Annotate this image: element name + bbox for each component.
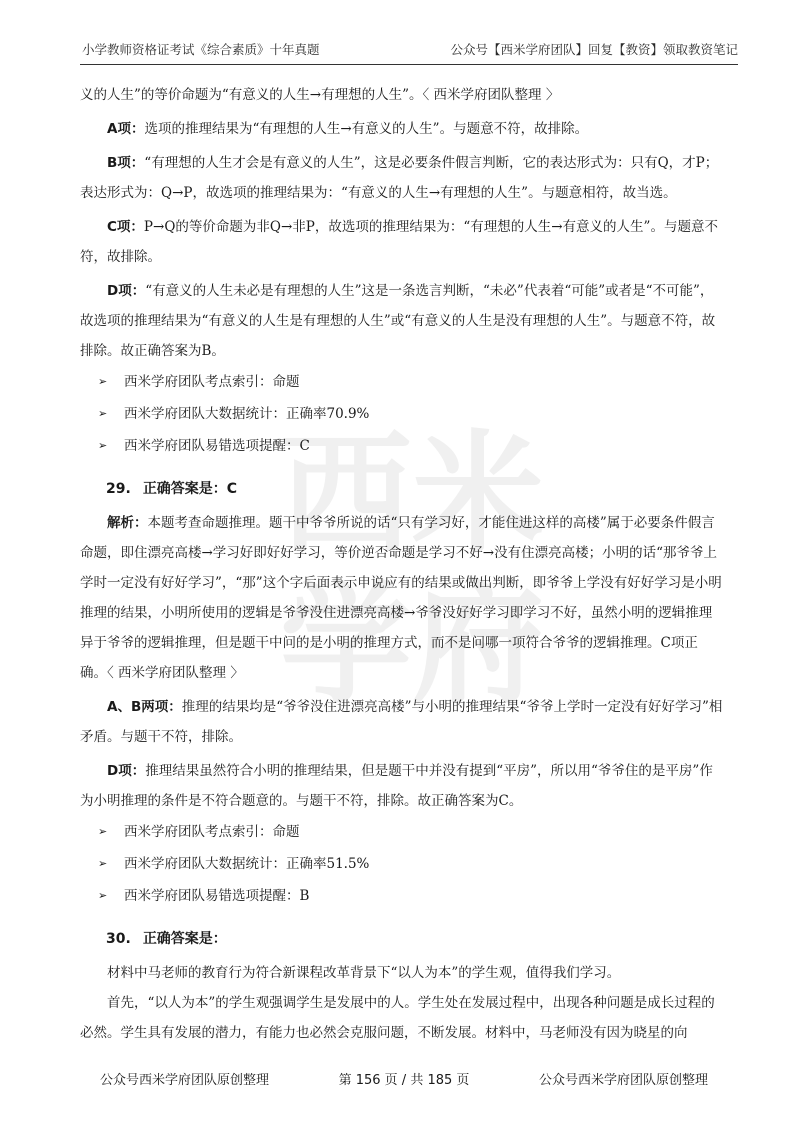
header-right-title: 公众号【西米学府团队】回复【教资】领取教资笔记: [450, 42, 738, 57]
page-content: [80, 80, 724, 1048]
page-header: [82, 38, 738, 60]
q30-number: 30.: [106, 931, 131, 947]
list-item: [98, 816, 724, 848]
q28-option-d: [80, 276, 724, 366]
q30-paragraph-2: 首先，“以人为本”的学生观强调学生是发展中的人。学生处在发展过程中，出现各种问题是成长过程的必然。学生具有发展的潜力，有能力也必然会克服问题，不断发展。材料中，马老师没有因为晓星的向: [80, 995, 715, 1041]
q28-a-label: A项：: [107, 121, 145, 137]
q29-title: [80, 474, 724, 504]
q30-title: [80, 924, 724, 954]
header-left-title: 小学教师资格证考试《综合素质》十年真题: [82, 42, 320, 57]
arrow-bullet-icon: ➢: [98, 889, 108, 902]
q29-answer: 正确答案是：C: [142, 481, 238, 497]
q29-bullet-list: [80, 816, 724, 912]
header-rule: [80, 64, 738, 65]
q29-d-text: 推理结果虽然符合小明的推理结果，但是题干中并没有提到“平房”，所以用“爷爷住的是平房”作为小明推理的条件是不符合题意的。与题干不符，排除。故正确答案为C。: [80, 763, 713, 809]
q30-paragraph-1: 材料中马老师的教育行为符合新课程改革背景下“以人为本”的学生观，值得我们学习。: [107, 965, 621, 981]
list-item: [98, 848, 724, 880]
q29-ab-label: A、B两项：: [107, 699, 182, 715]
q28-a-text: 选项的推理结果为“有理想的人生→有意义的人生”。与题意不符，故排除。: [144, 121, 589, 137]
watermark-char: 府: [412, 568, 544, 722]
q28-option-c: [80, 212, 724, 272]
page-number: 第 156 页 / 共 185 页: [338, 1072, 470, 1088]
bullet-text: 西米学府团队考点索引：命题: [124, 374, 300, 390]
q29-option-d: [80, 756, 724, 816]
q28-c-text: P→Q的等价命题为非Q→非P，故选项的推理结果为：“有理想的人生→有意义的人生”。与题意不符，故排除。: [80, 219, 718, 265]
q28-c-label: C项：: [107, 219, 144, 235]
q29-d-label: D项：: [107, 763, 146, 779]
q28-option-a: [80, 114, 724, 144]
q29-ab-text: 推理的结果均是“爷爷没住进漂亮高楼”与小明的推理结果“爷爷上学时一定没有好好学习”相矛盾。与题干不符，排除。: [80, 699, 723, 745]
q29-analysis: [80, 508, 724, 688]
footer-left: 公众号西米学府团队原创整理: [100, 1072, 270, 1088]
arrow-bullet-icon: ➢: [98, 825, 108, 838]
watermark-char: 米: [412, 418, 544, 572]
list-item: [98, 880, 724, 912]
arrow-bullet-icon: ➢: [98, 439, 108, 452]
q28-bullet-list: [80, 366, 724, 462]
footer-right: 公众号西米学府团队原创整理: [538, 1072, 708, 1088]
q28-d-label: D项：: [107, 283, 146, 299]
list-item: [98, 366, 724, 398]
q29-number: 29.: [106, 481, 131, 497]
bullet-text: 西米学府团队易错选项提醒：B: [124, 888, 310, 904]
bullet-text: 西米学府团队易错选项提醒：C: [124, 438, 310, 454]
list-item: [98, 398, 724, 430]
bullet-text: 西米学府团队考点索引：命题: [124, 824, 300, 840]
q28-d-text: “有意义的人生未必是有理想的人生”这是一条选言判断，“未必”代表着“可能”或者是“不可能”，故选项的推理结果为“有意义的人生是有理想的人生”或“有意义的人生是没有理想的人生”。与题意不符，故排除。故正确答案为B。: [80, 283, 716, 359]
q29-option-ab: [80, 692, 724, 752]
q28-intro: 义的人生”的等价命题为“有意义的人生→有理想的人生”。〈 西米学府团队整理 〉: [80, 87, 560, 103]
watermark-char: 学: [280, 568, 412, 722]
q30-answer: 正确答案是：: [142, 931, 227, 947]
q28-b-label: B项：: [107, 155, 145, 171]
q28-option-b: [80, 148, 724, 208]
arrow-bullet-icon: ➢: [98, 857, 108, 870]
bullet-text: 西米学府团队大数据统计：正确率51.5%: [124, 856, 370, 872]
q29-analysis-label: 解析：: [107, 515, 148, 531]
arrow-bullet-icon: ➢: [98, 407, 108, 420]
q28-b-text: “有理想的人生才会是有意义的人生”，这是必要条件假言判断，它的表达形式为：只有Q，才P；表达形式为：Q→P，故选项的推理结果为：“有意义的人生→有理想的人生”。与题意相符，故当选。: [80, 155, 719, 201]
watermark-char: 西: [280, 418, 412, 572]
list-item: [98, 430, 724, 462]
q29-analysis-text: 本题考查命题推理。题干中爷爷所说的话“只有学习好，才能住进这样的高楼”属于必要条件假言命题，即住漂亮高楼→学习好即好好学习，等价逆否命题是学习不好→没有住漂亮高楼；小明的话“那爷爷上学时一定没有好好学习”，“那”这个字后面表示申说应有的结果或做出判断，即爷爷上学没有好好学习是小明推理的结果，小明所使用的逻辑是爷爷没住进漂亮高楼→爷爷没好好学习即学习不好，虽然小明的逻辑推理异于爷爷的逻辑推理，但是题干中问的是小明的推理方式，而不是问哪一项符合爷爷的逻辑推理。C项正确。〈 西米学府团队整理 〉: [80, 515, 722, 681]
bullet-text: 西米学府团队大数据统计：正确率70.9%: [124, 406, 370, 422]
arrow-bullet-icon: ➢: [98, 375, 108, 388]
page-footer: [80, 1066, 738, 1090]
